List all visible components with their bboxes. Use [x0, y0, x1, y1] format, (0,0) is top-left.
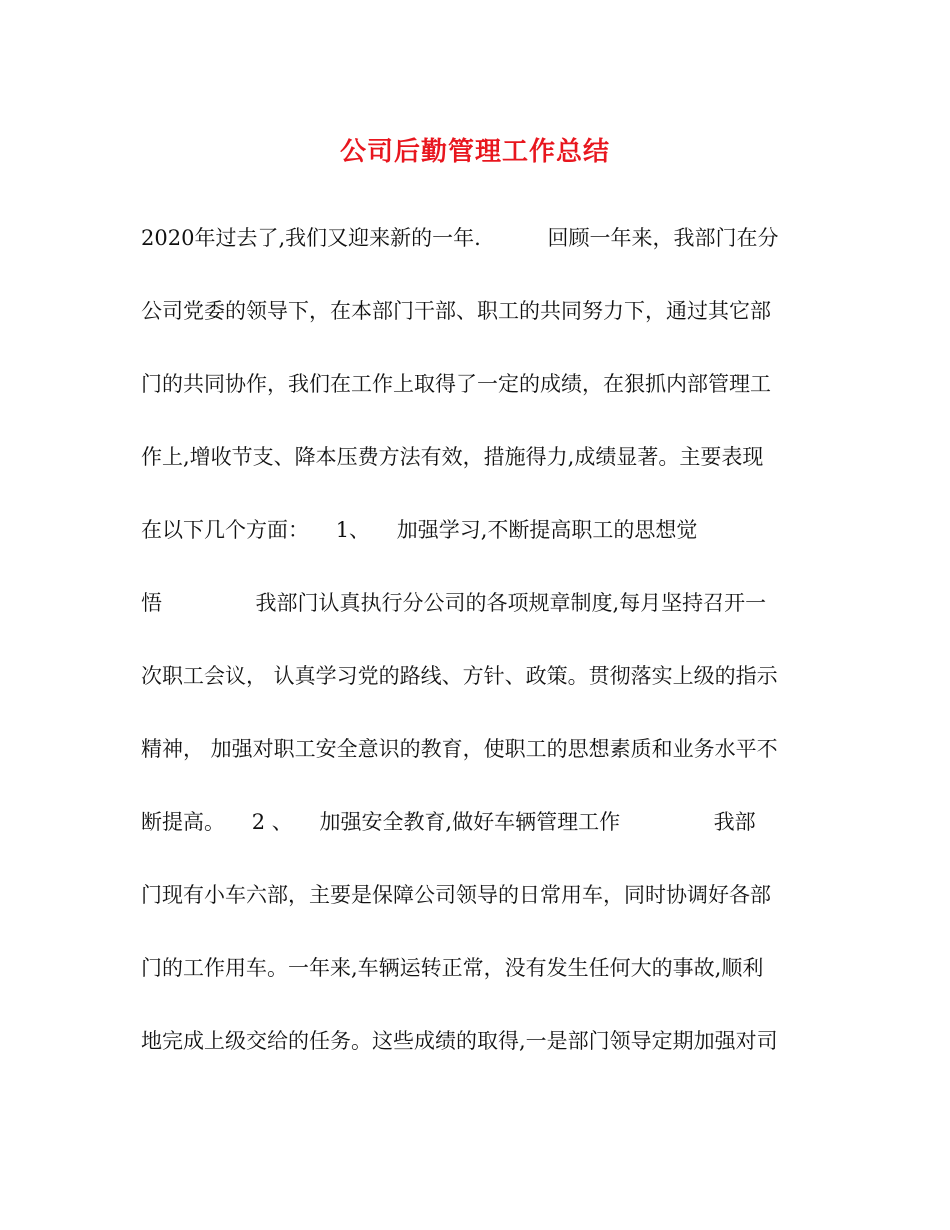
body-line-10: 门现有小车六部，主要是保障公司领导的日常用车，同时协调好各部	[141, 883, 771, 907]
body-line-1: 2020年过去了,我们又迎来新的一年. 回顾一年来，我部门在分	[141, 226, 779, 250]
document-body	[141, 218, 801, 1094]
body-line-8: 精神， 加强对职工安全意识的教育，使职工的思想素质和业务水平不	[141, 737, 778, 761]
body-line-5: 在以下几个方面： 1、 加强学习,不断提高职工的思想觉	[141, 518, 698, 542]
body-line-12: 地完成上级交给的任务。这些成绩的取得,一是部门领导定期加强对司	[141, 1029, 778, 1053]
body-line-3: 门的共同协作，我们在工作上取得了一定的成绩，在狠抓内部管理工	[141, 372, 771, 396]
body-line-2: 公司党委的领导下，在本部门干部、职工的共同努力下，通过其它部	[141, 299, 771, 323]
document-title: 公司后勤管理工作总结	[339, 137, 610, 167]
body-line-6: 悟 我部门认真执行分公司的各项规章制度,每月坚持召开一	[141, 591, 767, 615]
body-line-4: 作上,增收节支、降本压费方法有效，措施得力,成绩显著。主要表现	[141, 445, 764, 469]
body-line-7: 次职工会议， 认真学习党的路线、方针、政策。贯彻落实上级的指示	[141, 664, 778, 688]
body-line-11: 门的工作用车。一年来,车辆运转正常，没有发生任何大的事故,顺利	[141, 956, 764, 980]
body-line-9: 断提高。 2 、 加强安全教育,做好车辆管理工作 我部	[141, 810, 756, 834]
